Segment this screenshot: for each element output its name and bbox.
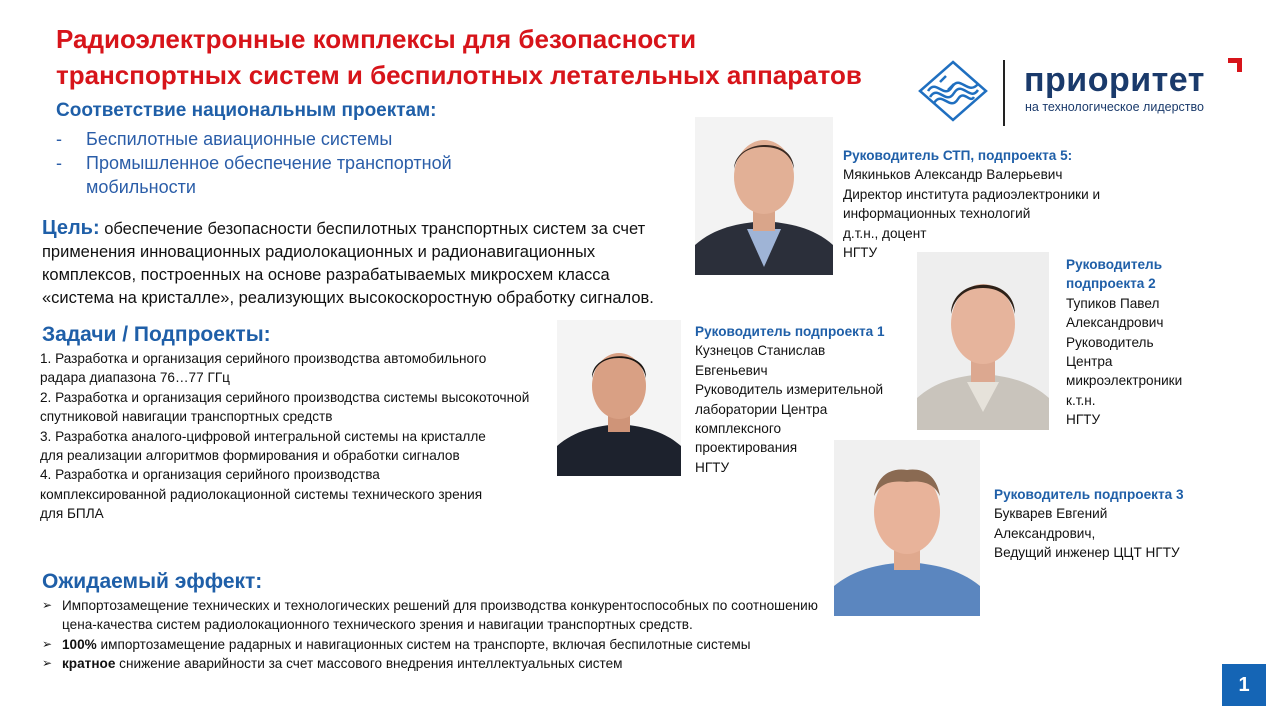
priority-logo-corner-icon [1228, 58, 1242, 72]
effect-list [42, 596, 832, 674]
lead-name: Мякиньков Александр Валерьевич [843, 167, 1063, 183]
lead-position: Директор института радиоэлектроники и [843, 186, 1101, 202]
slide-title-line-1: Радиоэлектронные комплексы для безопасности [56, 24, 697, 54]
task-item: 4. Разработка и организация серийного производства комплексированной радиолокационной системы технического зрения для БПЛА [40, 467, 483, 522]
national-projects-list [56, 127, 516, 199]
subproject1-org: НГТУ [695, 459, 730, 475]
lead-role: Руководитель СТП, подпроекта 5: [843, 148, 1073, 163]
subproject2-role: Руководитель [1066, 257, 1163, 272]
subproject1-name-cont: Евгеньевич [695, 362, 768, 378]
subproject1-name: Кузнецов Станислав [695, 343, 826, 359]
page-number-badge: 1 [1222, 664, 1266, 706]
subproject2-position: Руководитель [1066, 334, 1154, 350]
lead-info [843, 146, 1143, 262]
effect-heading: Ожидаемый эффект: [42, 570, 263, 593]
slide-title-line-2: транспортных систем и беспилотных летательных аппаратов [56, 60, 862, 90]
subproject3-role: Руководитель подпроекта 3 [994, 487, 1184, 502]
effect-item: ➢ Импортозамещение технических и технологических решений для производства конкурентоспособных по соотношению цена-качества систем радиолокационного технического зрения и навигации транспортных средств. [42, 598, 818, 633]
lead-photo [695, 117, 833, 275]
lead-degree: д.т.н., доцент [843, 225, 927, 241]
tasks-heading: Задачи / Подпроекты: [42, 323, 271, 346]
task-item: 2. Разработка и организация серийного производства системы высокоточной спутниковой навигации транспортных средств [40, 389, 530, 425]
subproject2-role-cont: подпроекта 2 [1066, 276, 1156, 292]
subproject1-position-cont: комплексного [695, 421, 782, 437]
subproject3-name: Букварев Евгений [994, 506, 1108, 522]
subproject1-photo [557, 320, 681, 476]
subproject2-degree: к.т.н. [1066, 392, 1096, 408]
list-item: - Промышленное обеспечение транспортной мобильности [56, 153, 452, 197]
lead-org: НГТУ [843, 245, 878, 261]
subproject2-photo [917, 252, 1049, 430]
subproject1-role: Руководитель подпроекта 1 [695, 324, 885, 339]
subproject2-name: Тупиков Павел [1066, 295, 1160, 311]
subproject1-position: Руководитель измерительной [695, 382, 884, 398]
subproject3-photo [834, 440, 980, 616]
subproject1-position-cont: лаборатории Центра [695, 401, 828, 417]
national-projects-heading: Соответствие национальным проектам: [56, 100, 437, 121]
subproject2-position-cont: Центра [1066, 354, 1113, 370]
goal-text: обеспечение безопасности беспилотных транспортных систем за счет применения инновационных радиолокационных и радионавигационных комплексов, построенных на основе разрабатываемых микросхем класса «система на кристалле», реализующих высокоскоростную обработку сигналов. [42, 220, 654, 307]
subproject3-info [994, 485, 1224, 563]
logo-divider [1003, 60, 1005, 126]
effect-item: ➢ 100% импортозамещение радарных и навигационных систем на транспорте, включая беспилотные системы [42, 636, 751, 652]
tasks-list [40, 349, 530, 524]
subproject2-org: НГТУ [1066, 412, 1101, 428]
effect-item: ➢ кратное снижение аварийности за счет массового внедрения интеллектуальных систем [42, 656, 623, 672]
subproject2-info [1066, 255, 1226, 430]
lead-position-cont: информационных технологий [843, 206, 1031, 222]
subproject1-position-cont: проектирования [695, 440, 798, 456]
task-item: 3. Разработка аналого-цифровой интегральной системы на кристалле для реализации алгоритмов формирования и обработки сигналов [40, 428, 486, 464]
goal-label: Цель: [42, 217, 100, 239]
subproject3-name-cont: Александрович, [994, 525, 1096, 541]
subproject2-name-cont: Александрович [1066, 315, 1164, 331]
list-item: - Беспилотные авиационные системы [56, 129, 393, 149]
goal-paragraph [42, 217, 682, 310]
subproject2-position-cont: микроэлектроники [1066, 373, 1183, 389]
ngtu-emblem-icon [918, 60, 988, 122]
priority-logo-wordmark: приоритет [1024, 61, 1205, 99]
task-item: 1. Разработка и организация серийного производства автомобильного радара диапазона 76…77 ГГц [40, 351, 487, 386]
subproject3-position: Ведущий инженер ЦЦТ НГТУ [994, 545, 1180, 561]
priority-logo-tagline: на технологическое лидерство [1025, 100, 1204, 114]
